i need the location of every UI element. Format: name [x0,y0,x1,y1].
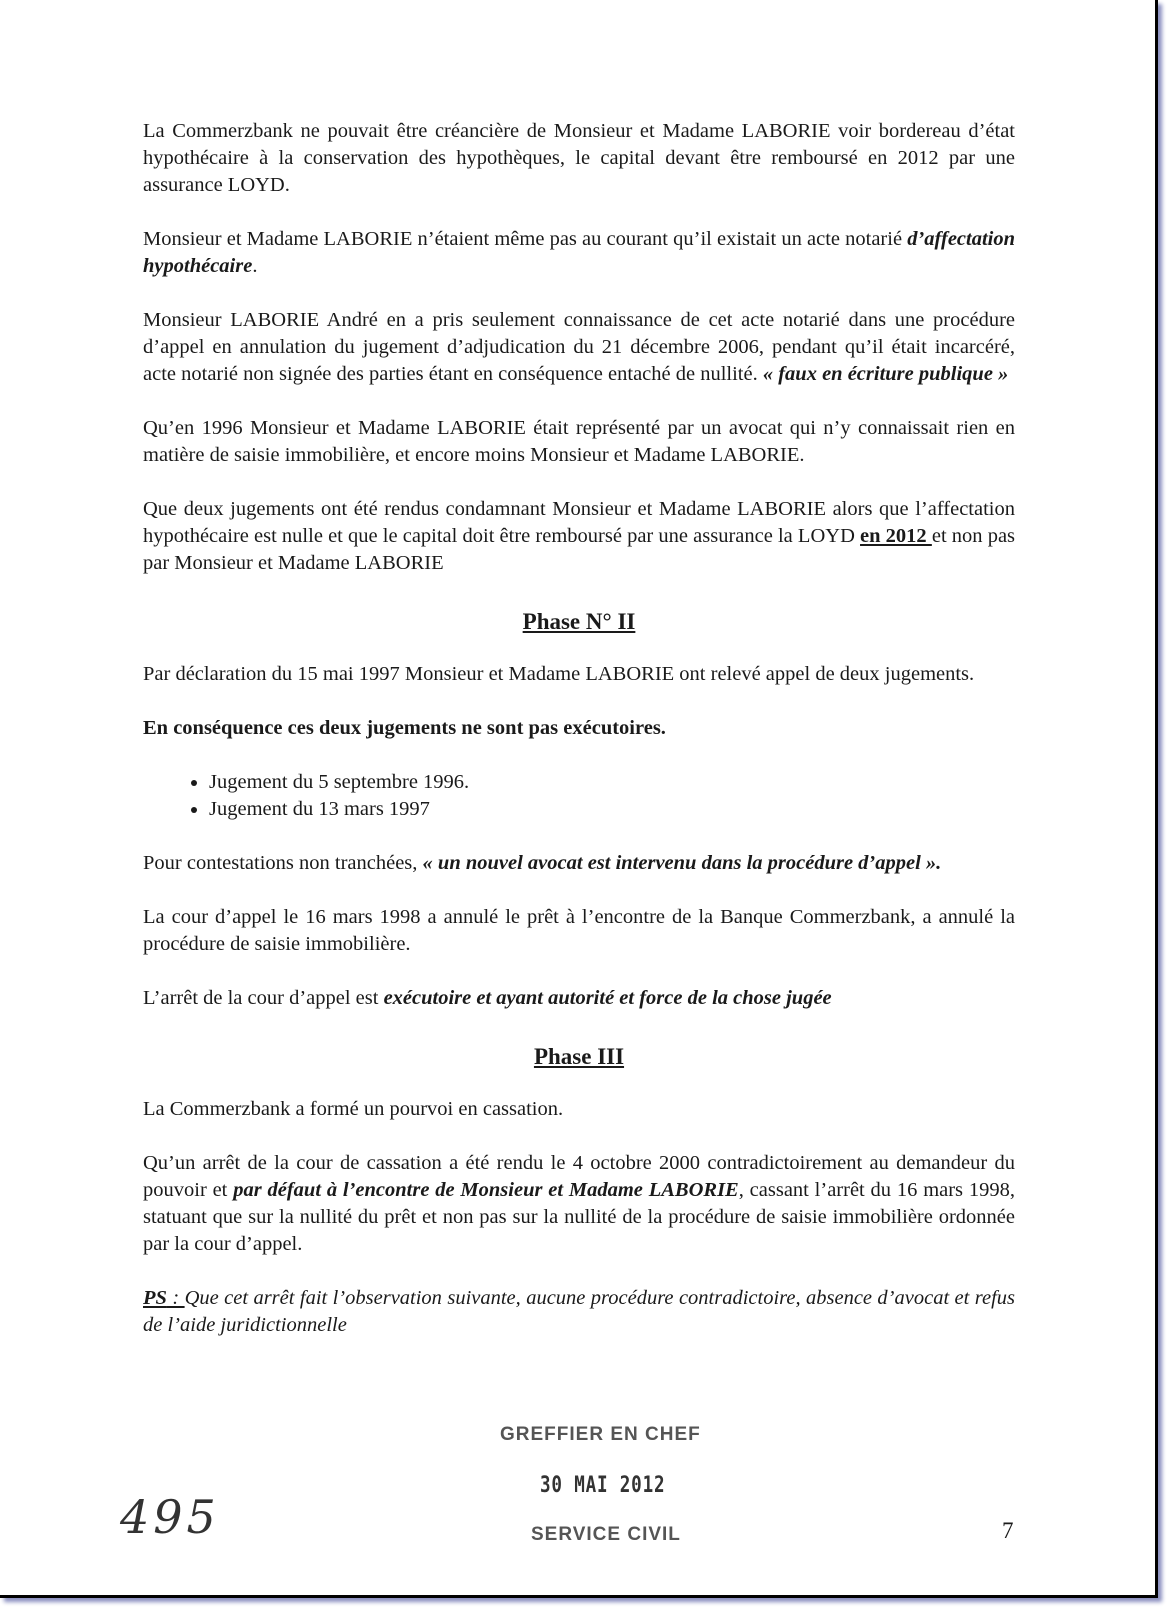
list-item: • Jugement du 5 septembre 1996. [209,769,1015,796]
paragraph-text: et non pas par Monsieur et Madame LABORIE [143,525,1016,574]
paragraph [143,1150,1015,1258]
paragraph-text: . [252,255,258,277]
paragraph-bold: En conséquence ces deux jugements ne sont pas exécutoires. [143,717,666,739]
stamp-greffier: GREFFIER EN CHEF [500,1424,701,1445]
paragraph: Par déclaration du 15 mai 1997 Monsieur et Madame LABORIE ont relevé appel de deux jugements. [143,663,975,685]
ps-text: Que cet arrêt fait l’observation suivante, aucune procédure contradictoire, absence d’avocat et refus de l’aide juridictionnelle [143,1287,1016,1336]
paragraph [143,307,1015,388]
paragraph [143,226,1015,280]
paragraph: La cour d’appel le 16 mars 1998 a annulé le prêt à l’encontre de la Banque Commerzbank, a annulé la procédure de saisie immobilière. [143,906,1015,955]
paragraph-text: Monsieur LABORIE André en a pris seulement connaissance de cet acte notarié dans une procédure d’appel en annulation du jugement d’adjudication du 21 décembre 2006, pendant qu’il était incarcéré, acte notarié non signée des parties étant en conséquence entaché de nullité. [143,309,1015,385]
emphasis-text: d’affectation hypothécaire [143,228,1015,277]
postscript [143,1285,1015,1339]
paragraph-text: Qu’un arrêt de la cour de cassation a été rendu le 4 octobre 2000 contradictoirement au demandeur du pouvoir et [143,1152,1015,1201]
document-body [143,118,1015,1366]
judgment-list [143,769,1015,823]
ps-separator: : [166,1287,185,1309]
paragraph: La Commerzbank ne pouvait être créancière de Monsieur et Madame LABORIE voir bordereau d’état hypothécaire à la conservation des hypothèques, le capital devant être remboursé en 2012 par une assurance LOYD. [143,120,1015,196]
paragraph-text: L’arrêt de la cour d’appel est [143,987,384,1009]
paragraph-text: , cassant l’arrêt du 16 mars 1998, statuant que sur la nullité du prêt et non pas sur la nullité de la procédure de saisie immobilière ordonnée par la cour d’appel. [143,1179,1015,1255]
emphasis-text: par défaut à l’encontre de Monsieur et Madame LABORIE [233,1179,739,1201]
list-item: • Jugement du 13 mars 1997 [209,796,1015,823]
section-heading-phase-2: Phase N° II [522,609,636,634]
emphasis-text: « un nouvel avocat est intervenu dans la procédure d’appel ». [422,852,942,874]
emphasis-text: « faux en écriture publique » [762,363,1009,385]
paragraph [143,985,1015,1012]
paragraph-text: Que deux jugements ont été rendus condamnant Monsieur et Madame LABORIE alors que l’affectation hypothécaire est nulle et que le capital doit être remboursé par une assurance la LOYD [143,498,1015,547]
ps-label: PS [143,1287,167,1309]
emphasis-text: en 2012 [860,525,932,547]
stamp-service: SERVICE CIVIL [531,1524,681,1545]
paragraph: La Commerzbank a formé un pourvoi en cassation. [143,1098,564,1120]
stamp-date: 30 MAI 2012 [540,1473,666,1498]
emphasis-text: exécutoire et ayant autorité et force de la chose jugée [383,987,832,1009]
paragraph: Qu’en 1996 Monsieur et Madame LABORIE était représenté par un avocat qui n’y connaissait rien en matière de saisie immobilière, et encore moins Monsieur et Madame LABORIE. [143,417,1015,466]
section-heading-phase-3: Phase III [533,1044,625,1069]
paragraph-text: Pour contestations non tranchées, [143,852,423,874]
handwritten-number: 495 [120,1490,220,1544]
paragraph-text: Monsieur et Madame LABORIE n’étaient même pas au courant qu’il existait un acte notarié [143,228,908,250]
paragraph [143,496,1015,577]
paragraph [143,850,1015,877]
page-number: 7 [1002,1518,1014,1543]
